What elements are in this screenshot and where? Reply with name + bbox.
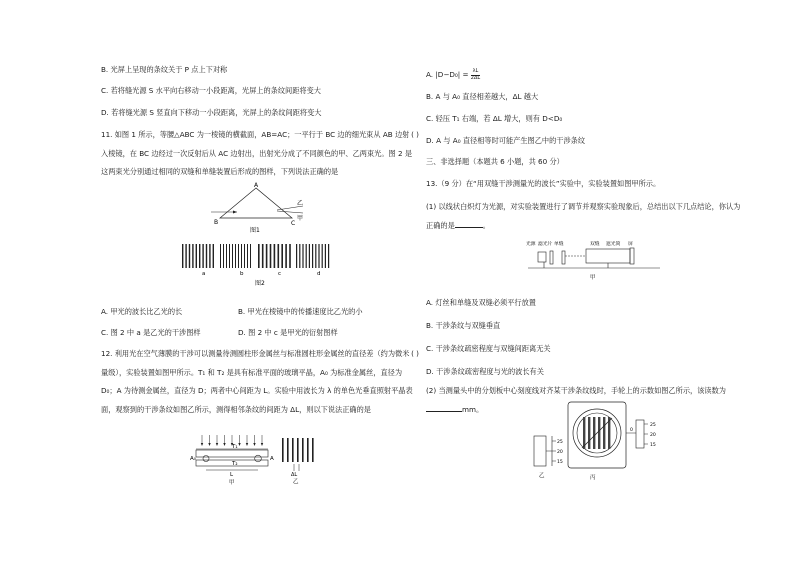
apparatus-figure bbox=[524, 234, 664, 284]
fringe-bar bbox=[196, 244, 197, 268]
tick-15-left: 15 bbox=[557, 460, 563, 465]
film-fringe bbox=[287, 438, 289, 462]
q11-option-b: B. 甲光在棱镜中的传播速度比乙光的小 bbox=[238, 307, 363, 316]
tick-25-right: 25 bbox=[650, 423, 656, 428]
q13-sub1 bbox=[426, 198, 746, 235]
pattern-d-label: d bbox=[317, 271, 321, 277]
q11-option-c: C. 图 2 中 a 是乙光的干涉图样 bbox=[101, 328, 201, 337]
section-3-heading: 三、非选择题（本题共 6 小题，共 60 分） bbox=[426, 157, 564, 166]
fringe-bar bbox=[232, 244, 233, 268]
fringe-bar bbox=[285, 244, 287, 268]
fraction-denominator: 2ΔL bbox=[470, 74, 481, 81]
figure-yi-caption: 乙 bbox=[293, 479, 299, 484]
fringe-bar bbox=[302, 244, 303, 268]
fringe-bar bbox=[213, 244, 214, 268]
vertex-c-label: C bbox=[291, 220, 296, 227]
fringe-bar bbox=[247, 244, 248, 268]
q13-option-b: B. 干涉条纹与双缝垂直 bbox=[426, 321, 501, 330]
light-ray-arrowhead bbox=[216, 443, 218, 446]
fringe-bar bbox=[322, 244, 323, 268]
answer-blank-2[interactable] bbox=[426, 404, 462, 412]
fringe-bar bbox=[209, 244, 210, 268]
film-fringes bbox=[282, 438, 314, 462]
vertex-a-label: A bbox=[254, 182, 259, 189]
light-ray-arrowhead bbox=[261, 443, 263, 446]
fringe-bar bbox=[220, 244, 221, 268]
film-fringe bbox=[307, 438, 309, 462]
fringe-bar bbox=[299, 244, 300, 268]
light-ray-arrowhead bbox=[201, 443, 203, 446]
q11-option-a: A. 甲光的波长比乙光的长 bbox=[101, 307, 183, 316]
light-source-label: 光源 bbox=[526, 242, 536, 247]
question-11-paren: ( ) bbox=[411, 130, 419, 139]
q12-option-a bbox=[426, 69, 480, 81]
tick-20-right: 20 bbox=[650, 433, 656, 438]
question-12 bbox=[101, 345, 419, 419]
fringe-bar bbox=[189, 244, 190, 268]
fringe-bar bbox=[328, 244, 329, 268]
question-11 bbox=[101, 126, 419, 182]
fraction bbox=[471, 69, 480, 81]
light-ray-arrowhead bbox=[246, 443, 248, 446]
q12-option-c: C. 轻压 T₁ 右端，若 ΔL 增大，则有 D<D₀ bbox=[426, 114, 563, 123]
t1-label: T₁ bbox=[232, 444, 238, 450]
eyepiece-fringe bbox=[603, 417, 605, 449]
tick-20-left: 20 bbox=[557, 450, 563, 455]
optical-flats-figure bbox=[188, 433, 278, 485]
double-slit-label: 双缝 bbox=[590, 242, 600, 247]
q13-sub2-unit: mm。 bbox=[462, 404, 484, 414]
vertex-b-label: B bbox=[214, 219, 219, 226]
a-label: A bbox=[270, 456, 274, 462]
fringe-bar bbox=[262, 244, 264, 268]
figure-jia-caption: 甲 bbox=[229, 480, 235, 485]
fringe-bar bbox=[206, 244, 207, 268]
option-d-previous: D. 若将缝光源 S 竖直向下移动一小段距离，光屏上的条纹间距将变大 bbox=[101, 108, 322, 117]
q13-option-d: D. 干涉条纹疏密程度与光的波长有关 bbox=[426, 367, 544, 376]
question-12-text: 12. 利用光在空气薄膜的干涉可以测量待测圆柱形金属丝与标准圆柱形金属丝的直径差（约为微米量级），实验装置如图甲所示。T₁ 和 T₂ 是具有标准平面的玻璃平晶，A₀ 为标准金属丝，直径为 D₀；A 为待测金属丝，直径为 D；两者中心间距为 L。实验中用波长为 λ 的单色光垂直照射平晶表面，观察到的干涉条纹如图乙所示，测得相邻条纹的间距为 ΔL，则以下说法正确的是 bbox=[101, 349, 413, 414]
film-fringe bbox=[297, 438, 299, 462]
fringe-bar bbox=[325, 244, 326, 268]
fringe-bar bbox=[309, 244, 310, 268]
light-ray-arrowhead bbox=[223, 443, 225, 446]
eyepiece-fringe bbox=[593, 417, 595, 449]
fringe-bar bbox=[241, 244, 242, 268]
film-fringe bbox=[282, 438, 284, 462]
figure-1-caption: 图1 bbox=[250, 227, 260, 234]
question-13: 13.（9 分）在“用双缝干涉测量光的波长”实验中，实验装置如图甲所示。 bbox=[426, 179, 661, 188]
light-ray-arrowhead bbox=[238, 443, 240, 446]
tick-15-right: 15 bbox=[650, 443, 656, 448]
fringe-bar bbox=[199, 244, 200, 268]
fringe-bar bbox=[235, 244, 236, 268]
tube-label: 遮光筒 bbox=[606, 242, 621, 247]
beam-jia-label: 甲 bbox=[297, 215, 304, 222]
fringe-bar bbox=[289, 244, 291, 268]
pattern-a-label: a bbox=[202, 271, 206, 277]
fringe-bar bbox=[238, 244, 239, 268]
film-fringes-figure bbox=[280, 436, 320, 484]
film-fringe bbox=[312, 438, 314, 462]
pattern-b-label: b bbox=[240, 271, 244, 277]
q12-option-d: D. A 与 A₀ 直径相等时可能产生图乙中的干涉条纹 bbox=[426, 136, 586, 145]
question-12-paren: ( ) bbox=[411, 349, 419, 358]
fraction-numerator: λL bbox=[472, 68, 479, 74]
fringe-bar bbox=[315, 244, 316, 268]
eyepiece-figure bbox=[566, 400, 666, 482]
fringe-bar bbox=[266, 244, 268, 268]
fringe-bar bbox=[223, 244, 224, 268]
pattern-c-label: c bbox=[278, 271, 282, 277]
beam-yi-label: 乙 bbox=[297, 200, 304, 207]
q13-option-c: C. 干涉条纹疏密程度与双缝间距离无关 bbox=[426, 344, 551, 353]
eyepiece-caption: 丙 bbox=[590, 475, 596, 481]
q12-option-a-text: A. |D−D₀| = bbox=[426, 70, 469, 79]
figure-2-caption: 图2 bbox=[255, 280, 265, 286]
option-c-previous: C. 若将缝光源 S 水平向右移动一小段距离，光屏上的条纹间距将变大 bbox=[101, 86, 321, 95]
tick-25-left: 25 bbox=[557, 440, 563, 445]
q11-option-d: D. 图 2 中 c 是甲光的衍射图样 bbox=[238, 328, 338, 337]
q13-option-a: A. 灯丝和单缝及双缝必须平行放置 bbox=[426, 298, 536, 307]
light-ray-arrowhead bbox=[208, 443, 210, 446]
prism-figure bbox=[205, 180, 315, 235]
fringe-bar bbox=[192, 244, 193, 268]
single-slit-label: 单缝 bbox=[554, 242, 564, 247]
fringe-bar bbox=[244, 244, 245, 268]
zero-label: 0 bbox=[630, 428, 633, 433]
screen-label: 屏 bbox=[628, 242, 633, 247]
film-fringe bbox=[302, 438, 304, 462]
fringe-bar bbox=[226, 244, 227, 268]
micrometer-yi-figure bbox=[530, 426, 570, 478]
fringe-bar bbox=[274, 244, 276, 268]
l-label: L bbox=[230, 472, 234, 478]
delta-l-label: ΔL bbox=[291, 472, 298, 478]
filter-label: 滤光片 bbox=[538, 242, 553, 247]
q13-sub1-text: (1) 以线状白炽灯为光源，对实验装置进行了调节并观察实验现象后，总结出以下几点结论，你认为正确的是 bbox=[426, 202, 741, 230]
fringe-bar bbox=[318, 244, 319, 268]
question-11-text: 11. 如图 1 所示，等腰△ABC 为一棱镜的横截面，AB=AC；一平行于 BC 边的细光束从 AB 边射入棱镜，在 BC 边经过一次反射后从 AC 边射出，出射光分成了不同颜色的甲、乙两束光。图 2 是这两束光分别通过相同的双缝和单缝装置后形成的图样，下列说法正确的是 bbox=[101, 130, 413, 176]
fringe-bar bbox=[258, 244, 260, 268]
eyepiece-fringe bbox=[583, 417, 585, 449]
a0-label: A₀ bbox=[190, 456, 196, 462]
fringe-bar bbox=[229, 244, 230, 268]
fringe-bar bbox=[306, 244, 307, 268]
q12-option-b: B. A 与 A₀ 直径相差越大，ΔL 越大 bbox=[426, 92, 539, 101]
apparatus-caption: 甲 bbox=[590, 275, 596, 281]
eyepiece-fringe bbox=[588, 417, 590, 449]
fringe-patterns-figure bbox=[178, 240, 348, 286]
q13-sub1-end: 。 bbox=[482, 220, 490, 230]
fringe-bar bbox=[182, 244, 183, 268]
micrometer-yi-caption: 乙 bbox=[539, 473, 545, 478]
fringe-patterns bbox=[182, 244, 329, 268]
fringe-bar bbox=[296, 244, 297, 268]
fringe-bar bbox=[250, 244, 251, 268]
fringe-bar bbox=[278, 244, 280, 268]
eyepiece-fringe bbox=[598, 417, 600, 449]
answer-blank-1[interactable] bbox=[455, 220, 483, 228]
q13-sub2-text: (2) 当测量头中的分划板中心刻度线对齐某干涉条纹线时，手轮上的示数如图乙所示，该读数为 bbox=[426, 386, 726, 395]
option-b-previous: B. 光屏上呈现的条纹关于 P 点上下对称 bbox=[101, 65, 228, 74]
light-ray-arrowhead bbox=[253, 443, 255, 446]
fringe-bar bbox=[185, 244, 186, 268]
fringe-bar bbox=[312, 244, 313, 268]
film-fringe bbox=[292, 438, 294, 462]
t2-label: T₂ bbox=[232, 461, 238, 467]
fringe-bar bbox=[281, 244, 283, 268]
fringe-bar bbox=[270, 244, 272, 268]
fringe-bar bbox=[202, 244, 203, 268]
